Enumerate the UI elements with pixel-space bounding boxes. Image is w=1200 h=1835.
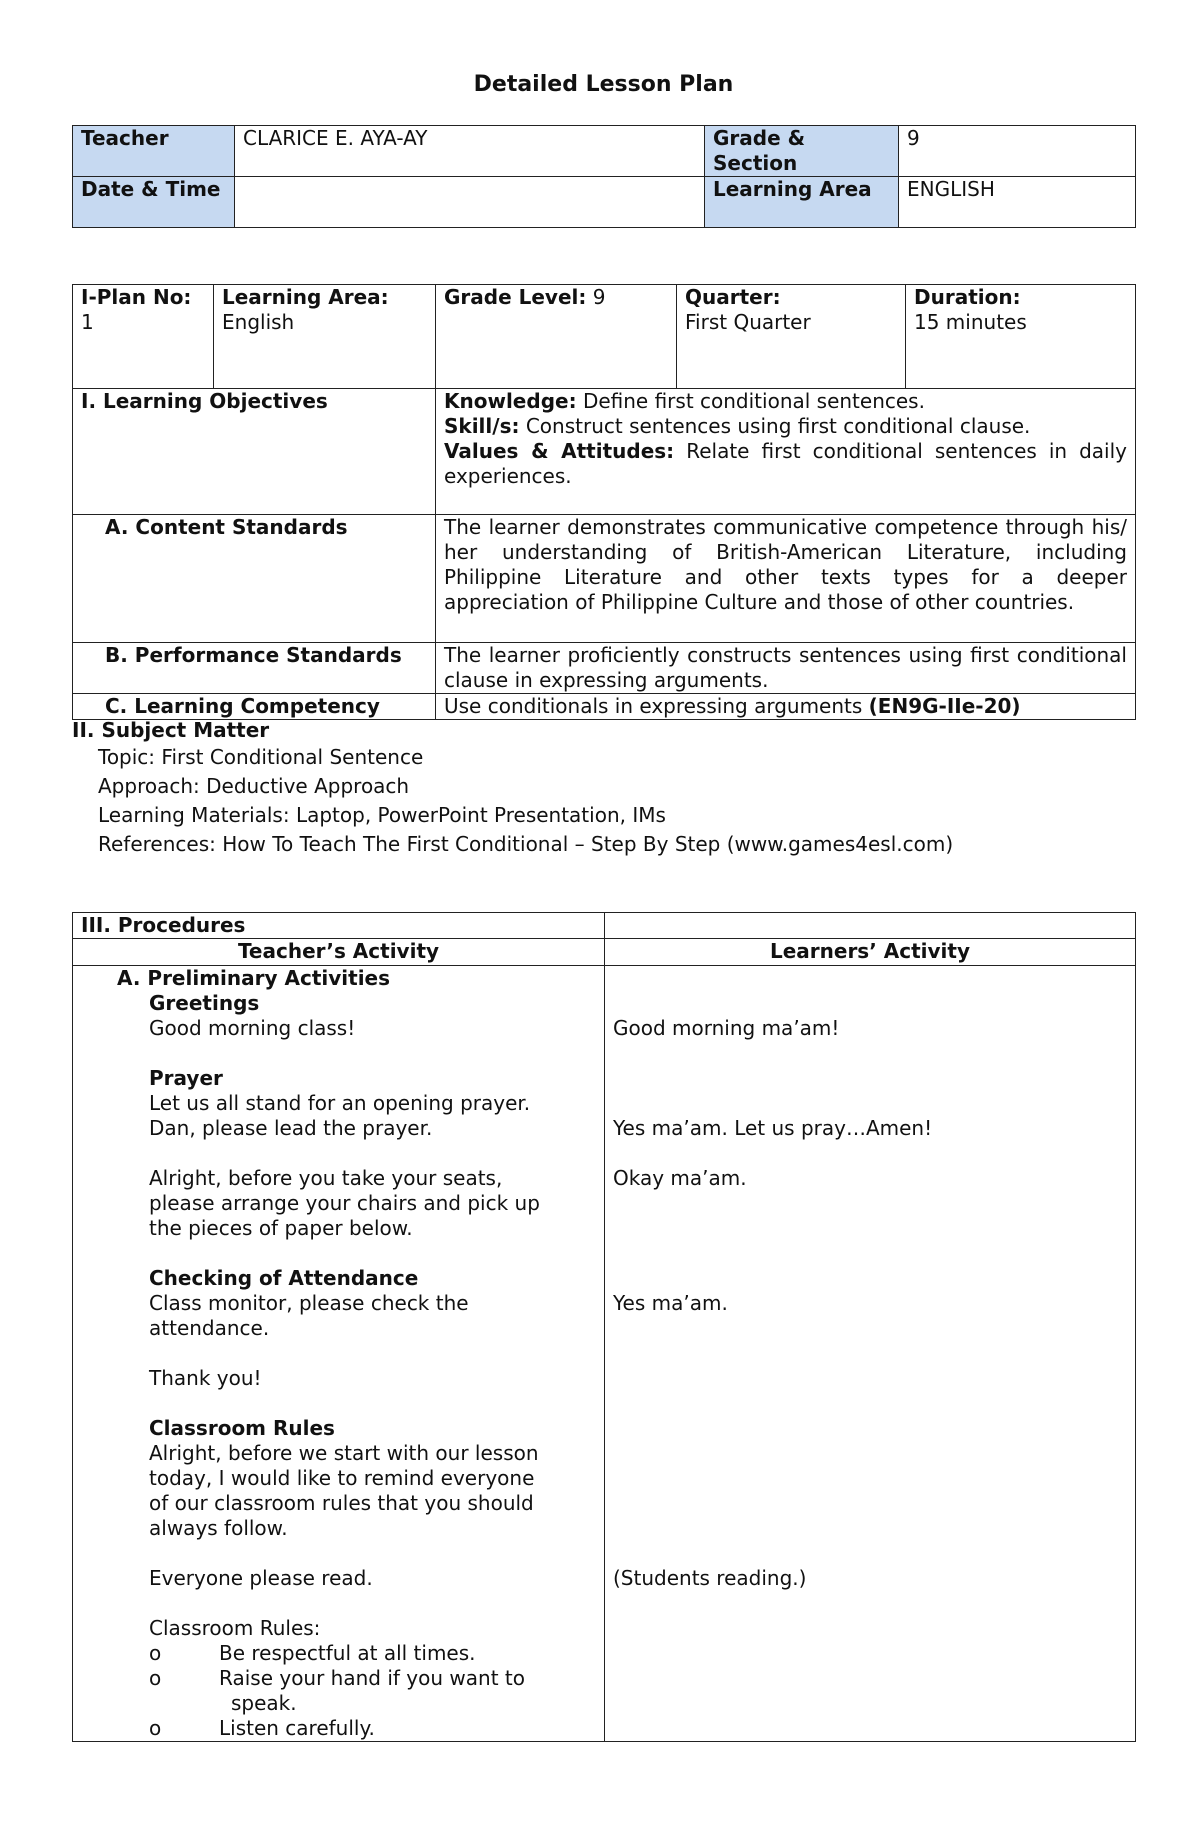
- teacher-label: Teacher: [73, 126, 235, 177]
- grade-level-cell: [436, 285, 677, 389]
- subject-materials: Learning Materials: Laptop, PowerPoint Presentation, IMs: [98, 803, 666, 827]
- content-standards-label: A. Content Standards: [73, 515, 436, 643]
- values-label: Values & Attitudes:: [444, 439, 675, 463]
- grade-section-value: 9: [899, 126, 1136, 177]
- attendance-teacher-line1: Class monitor, please check the: [149, 1291, 469, 1315]
- objectives-cell: [436, 389, 1136, 515]
- performance-standards-value: The learner proficiently constructs sentences using first conditional clause in expressing arguments.: [436, 643, 1136, 694]
- rule-item: [149, 1716, 596, 1741]
- duration-value: 15 minutes: [914, 310, 1027, 334]
- content-standards-value: The learner demonstrates communicative competence through his/ her understanding of British-American Literature, including Philippine Literature and other texts types for a deeper appreciation of Philippine Culture and those of other countries.: [436, 515, 1136, 643]
- rules-list-label: Classroom Rules:: [149, 1616, 321, 1640]
- learning-area-value: ENGLISH: [899, 177, 1136, 228]
- header-info-table: [72, 125, 1136, 228]
- learner-activity-header: Learners’ Activity: [605, 939, 1136, 966]
- bullet-icon: o: [149, 1641, 162, 1665]
- seats-teacher-line1: Alright, before you take your seats,: [149, 1166, 503, 1190]
- iplan-value: 1: [81, 310, 94, 334]
- values-value: Relate first conditional sentences in daily experiences.: [444, 439, 1127, 488]
- duration-cell: [906, 285, 1136, 389]
- procedures-heading-empty: [605, 913, 1136, 939]
- learning-competency-label: C. Learning Competency: [73, 694, 436, 720]
- quarter-label: Quarter:: [685, 285, 781, 309]
- procedures-table: [72, 912, 1136, 1742]
- iplan-cell: [73, 285, 214, 389]
- bullet-icon: o: [149, 1666, 162, 1690]
- knowledge-value: Define first conditional sentences.: [582, 389, 925, 413]
- knowledge-label: Knowledge:: [444, 389, 577, 413]
- subject-matter-section: [72, 718, 1135, 859]
- rule-item-continued: [149, 1691, 596, 1716]
- performance-standards-label: B. Performance Standards: [73, 643, 436, 694]
- quarter-cell: [677, 285, 906, 389]
- grade-level-value: 9: [592, 285, 606, 309]
- rule-item: [149, 1666, 596, 1691]
- seats-teacher-line2: please arrange your chairs and pick up: [149, 1191, 540, 1215]
- procedures-heading: III. Procedures: [73, 913, 605, 939]
- attendance-heading: Checking of Attendance: [149, 1266, 419, 1290]
- rules-teacher-line4: always follow.: [149, 1516, 288, 1540]
- read-learner: (Students reading.): [613, 1566, 807, 1590]
- subject-approach: Approach: Deductive Approach: [98, 774, 410, 798]
- seats-teacher-line3: the pieces of paper below.: [149, 1216, 413, 1240]
- prayer-teacher-line1: Let us all stand for an opening prayer.: [149, 1091, 531, 1115]
- quarter-value: First Quarter: [685, 310, 811, 334]
- learning-competency-code: (EN9G-IIe-20): [868, 694, 1021, 718]
- rule-3: Listen carefully.: [219, 1716, 375, 1740]
- bullet-icon: o: [149, 1716, 162, 1740]
- skills-value: Construct sentences using first conditional clause.: [525, 414, 1031, 438]
- teacher-value: CLARICE E. AYA-AY: [235, 126, 705, 177]
- plan-area-label: Learning Area:: [222, 285, 389, 309]
- document-title: Detailed Lesson Plan: [473, 72, 734, 97]
- greeting-learner: Good morning ma’am!: [613, 1016, 840, 1040]
- rules-teacher-line1: Alright, before we start with our lesson: [149, 1441, 539, 1465]
- subject-matter-heading: II. Subject Matter: [72, 718, 270, 742]
- rule-2-continued: speak.: [231, 1691, 297, 1715]
- objectives-label: I. Learning Objectives: [73, 389, 436, 515]
- rule-2: Raise your hand if you want to: [219, 1666, 525, 1690]
- subject-topic: Topic: First Conditional Sentence: [98, 745, 424, 769]
- iplan-label: I-Plan No:: [81, 285, 192, 309]
- prayer-teacher-line2: Dan, please lead the prayer.: [149, 1116, 433, 1140]
- learning-competency-cell: [436, 694, 1136, 720]
- grade-level-label: Grade Level:: [444, 285, 587, 309]
- plan-details-table: [72, 284, 1136, 720]
- learning-area-label: Learning Area: [705, 177, 899, 228]
- classroom-rules-heading: Classroom Rules: [149, 1416, 335, 1440]
- attendance-teacher-line2: attendance.: [149, 1316, 270, 1340]
- plan-area-cell: [214, 285, 436, 389]
- rule-item: [149, 1641, 596, 1666]
- date-time-label: Date & Time: [73, 177, 235, 228]
- learner-activity-cell: [605, 966, 1136, 1742]
- plan-area-value: English: [222, 310, 295, 334]
- rule-1: Be respectful at all times.: [219, 1641, 476, 1665]
- subject-references: References: How To Teach The First Conditional – Step By Step (www.games4esl.com): [98, 832, 954, 856]
- greeting-teacher: Good morning class!: [149, 1016, 356, 1040]
- rules-teacher-line2: today, I would like to remind everyone: [149, 1466, 535, 1490]
- greetings-heading: Greetings: [149, 991, 260, 1015]
- date-time-value: [235, 177, 705, 228]
- teacher-activity-cell: [73, 966, 605, 1742]
- rules-teacher-line3: of our classroom rules that you should: [149, 1491, 534, 1515]
- prayer-learner: Yes ma’am. Let us pray…Amen!: [613, 1116, 933, 1140]
- grade-section-label: Grade & Section: [705, 126, 899, 177]
- learning-competency-value: Use conditionals in expressing arguments: [444, 694, 863, 718]
- thank-you-teacher: Thank you!: [149, 1366, 262, 1390]
- teacher-activity-header: Teacher’s Activity: [73, 939, 605, 966]
- attendance-learner: Yes ma’am.: [613, 1291, 728, 1315]
- seats-learner: Okay ma’am.: [613, 1166, 747, 1190]
- read-teacher: Everyone please read.: [149, 1566, 373, 1590]
- prayer-heading: Prayer: [149, 1066, 223, 1090]
- duration-label: Duration:: [914, 285, 1021, 309]
- preliminary-activities-heading: A. Preliminary Activities: [117, 966, 391, 990]
- skills-label: Skill/s:: [444, 414, 520, 438]
